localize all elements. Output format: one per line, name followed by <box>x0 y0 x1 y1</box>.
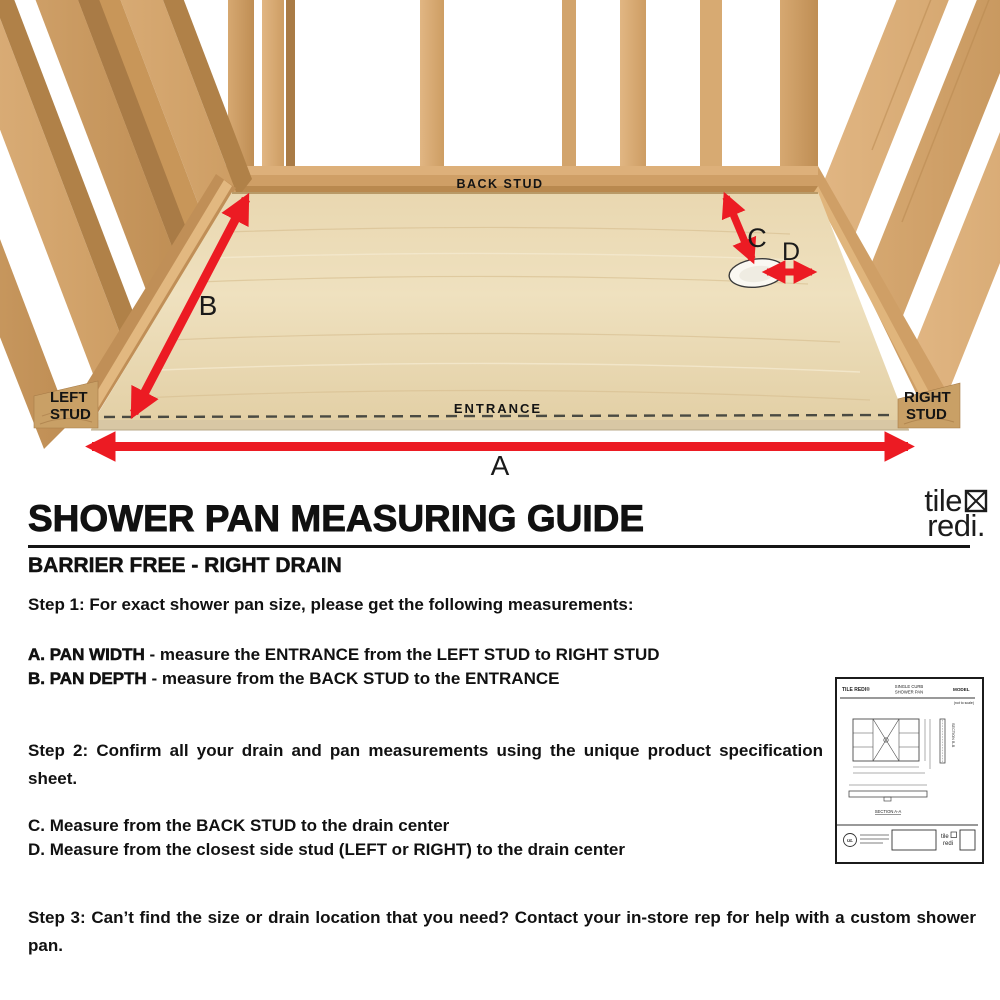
stud <box>286 0 295 170</box>
measure-d-line: D. Measure from the closest side stud (LEFT or RIGHT) to the drain center <box>28 840 625 859</box>
measure-b-term: PAN DEPTH <box>49 668 147 688</box>
right-stud-label: STUD <box>906 406 947 423</box>
floor-front-edge <box>91 420 909 430</box>
stud <box>562 0 576 170</box>
stud <box>420 0 444 170</box>
dim-letter-b: B <box>198 290 218 321</box>
back-stud-label: BACK STUD <box>456 177 544 191</box>
stud <box>780 0 818 170</box>
right-stud-label: RIGHT <box>904 389 951 406</box>
framing-diagram <box>0 0 1000 480</box>
spec-product-line1: SINGLE CURB <box>894 684 924 689</box>
measure-c-line: C. Measure from the BACK STUD to the drain center <box>28 816 450 835</box>
spec-scale-note: (not to scale) <box>953 701 974 705</box>
title-block-small-box <box>960 830 975 850</box>
measure-b-prefix: B. <box>28 668 50 688</box>
stud <box>700 0 722 170</box>
spec-product-line2: SHOWER PAN <box>894 689 924 695</box>
entrance-label: ENTRANCE <box>453 401 543 416</box>
back-wall <box>222 0 818 193</box>
left-stud-label: STUD <box>50 406 91 423</box>
ul-logo-text: UL <box>847 838 853 843</box>
section-aa-label: SECTION A-A <box>874 809 902 814</box>
measure-b-line <box>28 667 660 691</box>
title-block-box <box>892 830 936 850</box>
measure-a-term: PAN WIDTH <box>49 645 145 664</box>
logo-text-redi: redi. <box>927 508 985 543</box>
spec-side-section <box>940 719 955 763</box>
step1-text: Step 1: For exact shower pan size, please get the following measurements: <box>28 595 634 614</box>
spec-company: TILE REDI® <box>842 687 870 693</box>
spec-brand-tile: tile <box>941 834 949 840</box>
measurements-cd <box>28 814 625 862</box>
dim-letter-d: D <box>781 238 801 266</box>
spec-sheet-drawing <box>837 679 978 858</box>
left-stud-label: LEFT <box>50 389 88 406</box>
curb-bar <box>849 791 927 797</box>
stud <box>620 0 646 170</box>
step3-text: Step 3: Can’t find the size or drain location that you need? Contact your in-store rep for help with a custom shower pan. <box>28 908 976 955</box>
measure-b-rest: - measure from the BACK STUD to the ENTRANCE <box>146 668 560 688</box>
measure-a-prefix: A. <box>28 645 50 664</box>
step2-text: Step 2: Confirm all your drain and pan measurements using the unique product specification sheet. <box>28 741 823 788</box>
stud <box>262 0 284 170</box>
spec-bottom-section <box>849 785 927 815</box>
spec-title-block <box>837 825 978 850</box>
tile-redi-logo <box>924 483 988 543</box>
spec-brand-redi: redi <box>943 841 954 847</box>
dim-letter-c: C <box>747 223 767 253</box>
subtitle: BARRIER FREE - RIGHT DRAIN <box>28 554 342 577</box>
logo-text-tile: tile <box>924 483 962 518</box>
measure-a-line <box>28 643 660 667</box>
measure-a-rest: - measure the ENTRANCE from the LEFT STUD to RIGHT STUD <box>144 645 660 664</box>
spec-sheet-thumbnail <box>835 677 984 864</box>
spec-brand-box-icon <box>951 832 957 838</box>
back-sole-plate-top <box>222 166 818 175</box>
measurements-ab <box>28 643 660 690</box>
title-divider <box>28 545 970 548</box>
curb-notch <box>884 797 891 801</box>
page-title: SHOWER PAN MEASURING GUIDE <box>28 498 645 539</box>
spec-model-label: MODEL <box>953 687 970 692</box>
logo-line2 <box>924 508 988 543</box>
section-bb-label: SECTION B-B <box>951 723 955 748</box>
spec-plan-view <box>853 719 930 773</box>
dim-letter-a: A <box>490 450 510 480</box>
